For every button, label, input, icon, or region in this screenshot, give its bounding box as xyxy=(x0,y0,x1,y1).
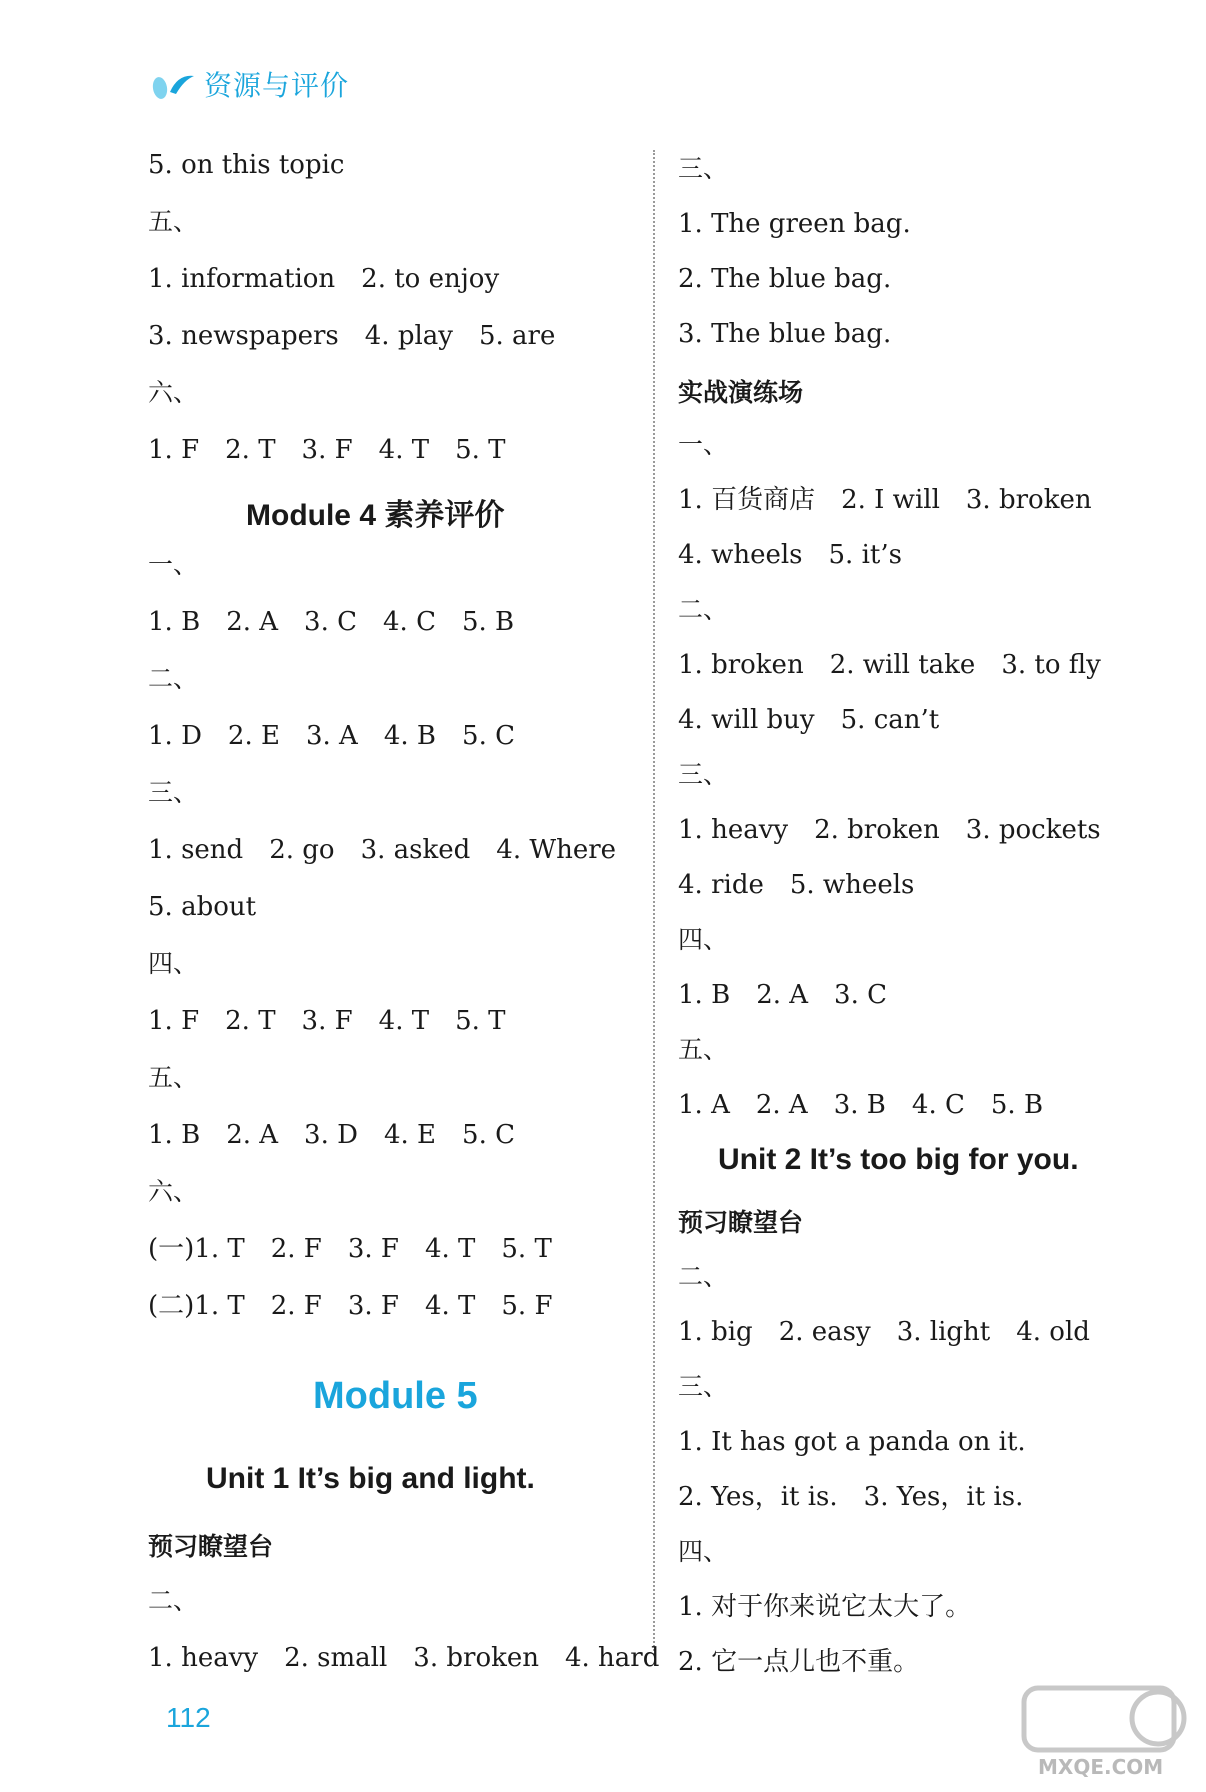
section-label: 五、 xyxy=(678,1035,729,1064)
answer-line: 2. Yes，it is. 3. Yes，it is. xyxy=(678,1482,1024,1512)
practice-label: 实战演练场 xyxy=(678,378,804,407)
section-label: 五、 xyxy=(148,1063,199,1092)
answer-line: 1. 百货商店 2. I will 3. broken xyxy=(678,485,1092,515)
section-label: 二、 xyxy=(148,1586,199,1615)
section-label: 二、 xyxy=(148,664,199,693)
answer-line: 1. big 2. easy 3. light 4. old xyxy=(678,1317,1090,1347)
answer-line: 4. ride 5. wheels xyxy=(678,870,915,900)
answer-line: 1. 对于你来说它太大了。 xyxy=(678,1592,972,1622)
section-label: 一、 xyxy=(678,430,729,459)
answer-line: 5. about xyxy=(148,892,257,922)
answer-line: 1. B 2. A 3. C xyxy=(678,980,888,1010)
section-label: 二、 xyxy=(678,595,729,624)
answer-line: 1. The green bag. xyxy=(678,209,911,239)
page-header xyxy=(148,62,349,106)
page-number: 112 xyxy=(166,1702,211,1733)
section-label: 二、 xyxy=(678,1262,729,1291)
unit1-heading: Unit 1 It’s big and light. xyxy=(206,1462,535,1495)
preview-label: 预习瞭望台 xyxy=(148,1532,274,1561)
answer-line: 4. wheels 5. it’s xyxy=(678,540,902,570)
answer-line: 3. newspapers 4. play 5. are xyxy=(148,321,556,351)
answer-line: 1. B 2. A 3. C 4. C 5. B xyxy=(148,607,515,637)
module4-heading: Module 4 素养评价 xyxy=(246,499,505,532)
answer-line: 1. F 2. T 3. F 4. T 5. T xyxy=(148,1006,506,1036)
answer-line: 1. heavy 2. broken 3. pockets xyxy=(678,815,1101,845)
answer-line: 1. information 2. to enjoy xyxy=(148,264,500,294)
answer-line: 1. A 2. A 3. B 4. C 5. B xyxy=(678,1090,1044,1120)
section-label: 四、 xyxy=(678,925,729,954)
answer-line: 5. on this topic xyxy=(148,150,345,180)
answer-line: 1. It has got a panda on it. xyxy=(678,1427,1026,1457)
section-label: 四、 xyxy=(678,1537,729,1566)
header-title: 资源与评价 xyxy=(204,69,350,102)
section-label: 六、 xyxy=(148,378,199,407)
answer-line: 1. F 2. T 3. F 4. T 5. T xyxy=(148,435,506,465)
column-divider xyxy=(653,150,655,1655)
section-label: 四、 xyxy=(148,949,199,978)
answer-line: 1. send 2. go 3. asked 4. Where xyxy=(148,835,617,865)
unit2-heading: Unit 2 It’s too big for you. xyxy=(718,1143,1079,1176)
answer-line: 1. heavy 2. small 3. broken 4. hard xyxy=(148,1643,660,1673)
watermark-text: MXQE.COM xyxy=(1038,1755,1164,1779)
answer-line: 1. B 2. A 3. D 4. E 5. C xyxy=(148,1120,515,1150)
module5-title: Module 5 xyxy=(313,1375,478,1417)
preview-label: 预习瞭望台 xyxy=(678,1208,804,1237)
watermark-logo xyxy=(1018,1674,1198,1784)
section-label: 三、 xyxy=(678,760,729,789)
answer-line: 2. The blue bag. xyxy=(678,264,892,294)
answer-line: 4. will buy 5. can’t xyxy=(678,705,940,735)
section-label: 一、 xyxy=(148,550,199,579)
section-label: 五、 xyxy=(148,207,199,236)
section-label: 三、 xyxy=(678,1372,729,1401)
section-label: 三、 xyxy=(148,778,199,807)
answer-line: (一)1. T 2. F 3. F 4. T 5. T xyxy=(148,1234,552,1264)
section-label: 三、 xyxy=(678,154,729,183)
answer-line: 1. broken 2. will take 3. to fly xyxy=(678,650,1101,680)
section-label: 六、 xyxy=(148,1177,199,1206)
leaf-logo-icon xyxy=(148,66,200,102)
answer-line: 3. The blue bag. xyxy=(678,319,892,349)
answer-line: (二)1. T 2. F 3. F 4. T 5. F xyxy=(148,1291,553,1321)
answer-line: 1. D 2. E 3. A 4. B 5. C xyxy=(148,721,515,751)
answer-line: 2. 它一点儿也不重。 xyxy=(678,1647,920,1677)
